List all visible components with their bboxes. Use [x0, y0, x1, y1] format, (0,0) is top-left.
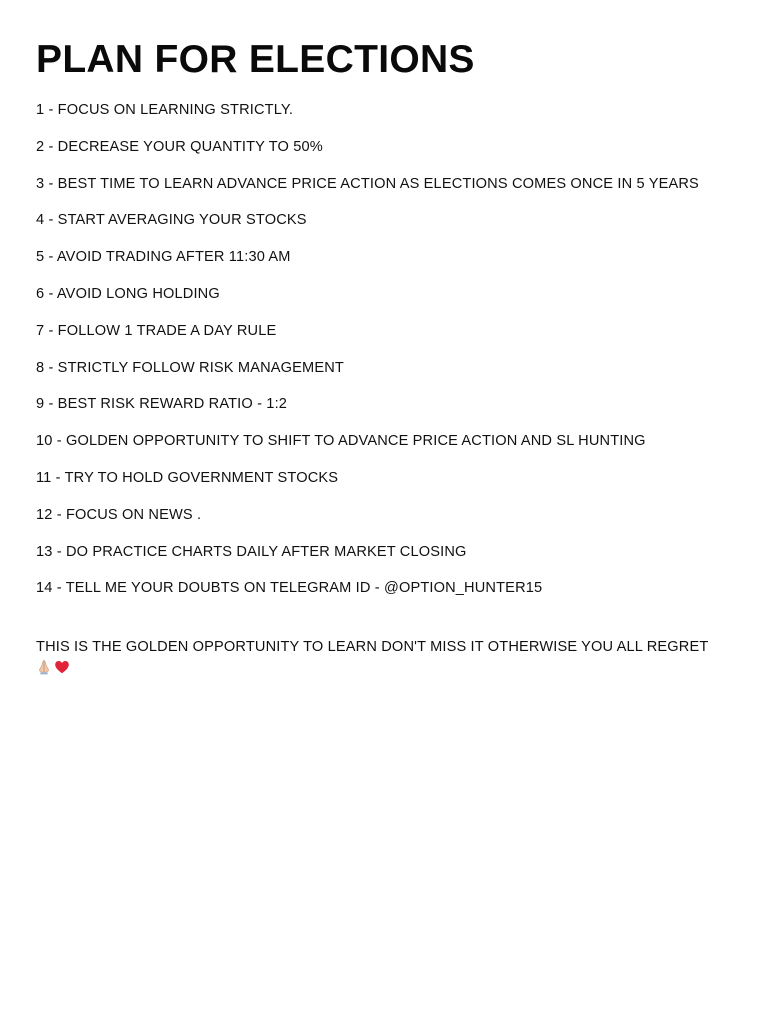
- document: [36, 36, 736, 676]
- list-item: 8 - STRICTLY FOLLOW RISK MANAGEMENT: [36, 359, 344, 376]
- list-item: 10 - GOLDEN OPPORTUNITY TO SHIFT TO ADVANCE PRICE ACTION AND SL HUNTING: [36, 433, 646, 450]
- list-item: 11 - TRY TO HOLD GOVERNMENT STOCKS: [36, 469, 339, 486]
- page-title: PLAN FOR ELECTIONS: [36, 38, 475, 81]
- closing-note: [36, 636, 736, 676]
- list-item: 9 - BEST RISK REWARD RATIO - 1:2: [36, 396, 288, 413]
- list-item: 6 - AVOID LONG HOLDING: [36, 285, 220, 302]
- list-item: 7 - FOLLOW 1 TRADE A DAY RULE: [36, 322, 277, 339]
- plan-list: [36, 100, 736, 598]
- closing-text: THIS IS THE GOLDEN OPPORTUNITY TO LEARN DON'T MISS IT OTHERWISE YOU ALL REGRET: [36, 639, 709, 656]
- list-item: 14 - TELL ME YOUR DOUBTS ON TELEGRAM ID - @OPTION_HUNTER15: [36, 580, 543, 597]
- list-item: 13 - DO PRACTICE CHARTS DAILY AFTER MARKET CLOSING: [36, 543, 467, 560]
- folded-hands-icon: [36, 659, 52, 675]
- list-item: 5 - AVOID TRADING AFTER 11:30 AM: [36, 249, 291, 266]
- list-item: 12 - FOCUS ON NEWS .: [36, 506, 202, 523]
- list-item: 2 - DECREASE YOUR QUANTITY TO 50%: [36, 138, 323, 155]
- list-item: 3 - BEST TIME TO LEARN ADVANCE PRICE ACTION AS ELECTIONS COMES ONCE IN 5 YEARS: [36, 175, 699, 192]
- red-heart-icon: [54, 659, 70, 675]
- emoji-row: [36, 658, 736, 676]
- list-item: 4 - START AVERAGING YOUR STOCKS: [36, 212, 307, 229]
- list-item: 1 - FOCUS ON LEARNING STRICTLY.: [36, 102, 294, 118]
